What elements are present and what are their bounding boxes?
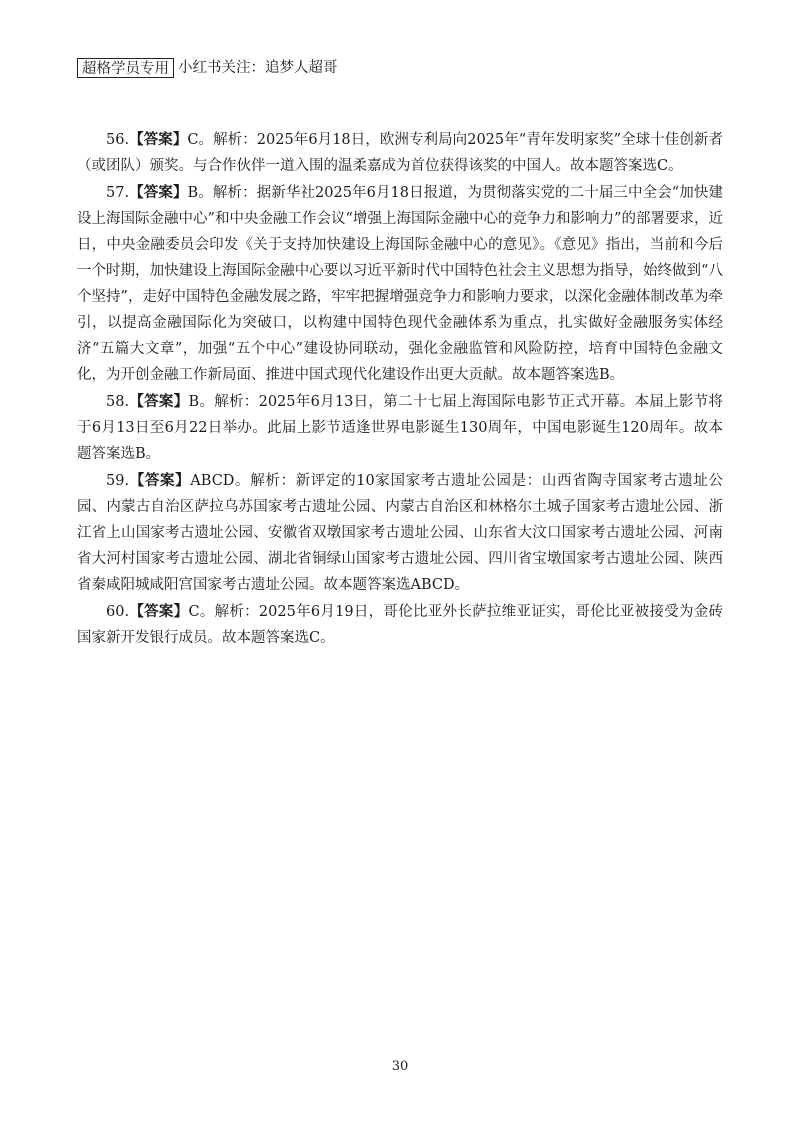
header-text: 小红书关注：追梦人超哥: [178, 60, 338, 76]
answer-body: ABCD。解析：新评定的10家国家考古遗址公园是：山西省陶寺国家考古遗址公园、内蒙古自治区萨拉乌苏国家考古遗址公园、内蒙古自治区和林格尔土城子国家考古遗址公园、浙江省上山国家考古遗址公园、安徽省双墩国家考古遗址公园、山东省大汶口国家考古遗址公园、河南省大河村国家考古遗址公园、湖北省铜绿山国家考古遗址公园、四川省宝墩国家考古遗址公园、陕西省秦咸阳城咸阳宫国家考古遗址公园。故本题答案选ABCD。: [77, 473, 723, 593]
answer-tag: 【答案】: [129, 184, 188, 201]
answer-item-58: [77, 389, 723, 467]
answer-item-56: [77, 127, 723, 179]
answer-tag: 【答案】: [129, 472, 191, 489]
answer-number: 60.: [106, 604, 130, 620]
answer-tag: 【答案】: [129, 131, 188, 148]
answer-body: B。解析：据新华社2025年6月18日报道，为贯彻落实党的二十届三中全会“加快建设上海国际金融中心”和中央金融工作会议“增强上海国际金融中心的竞争力和影响力”的部署要求，近日，中央金融委员会印发《关于支持加快建设上海国际金融中心的意见》。《意见》指出，当前和今后一个时期，加快建设上海国际金融中心要以习近平新时代中国特色社会主义思想为指导，始终做到“八个坚持”，走好中国特色金融发展之路，牢牢把握增强竞争力和影响力要求，以深化金融体制改革为牵引，以提高金融国际化为突破口，以构建中国特色现代金融体系为重点，扎实做好金融服务实体经济“五篇大文章”，加强“五个中心”建设协同联动，强化金融监管和风险防控，培育中国特色金融文化，为开创金融工作新局面、推进中国式现代化建设作出更大贡献。故本题答案选B。: [77, 185, 723, 383]
answer-body: B。解析：2025年6月13日，第二十七届上海国际电影节正式开幕。本届上影节将于6月13日至6月22日举办。此届上影节适逢世界电影诞生130周年，中国电影诞生120周年。故本题答案选B。: [77, 394, 723, 462]
page-number: 30: [391, 1059, 409, 1074]
answer-number: 56.: [106, 132, 130, 148]
answer-item-60: [77, 599, 723, 651]
answer-number: 58.: [106, 394, 130, 410]
answer-body: C。解析：2025年6月19日，哥伦比亚外长萨拉维亚证实，哥伦比亚被接受为金砖国家新开发银行成员。故本题答案选C。: [77, 604, 724, 646]
answer-tag: 【答案】: [129, 393, 189, 410]
answer-item-57: [77, 180, 723, 388]
page-header: [77, 58, 338, 78]
answer-tag: 【答案】: [129, 603, 189, 620]
answer-body: C。解析：2025年6月18日，欧洲专利局向2025年“青年发明家奖”全球十佳创新者（或团队）颁奖。与合作伙伴一道入围的温柔嘉成为首位获得该奖的中国人。故本题答案选C。: [77, 132, 723, 174]
answer-item-59: [77, 468, 723, 598]
header-badge: 超格学员专用: [77, 58, 174, 78]
answer-number: 59.: [106, 473, 130, 489]
answer-list: [77, 127, 723, 651]
answer-number: 57.: [106, 185, 130, 201]
